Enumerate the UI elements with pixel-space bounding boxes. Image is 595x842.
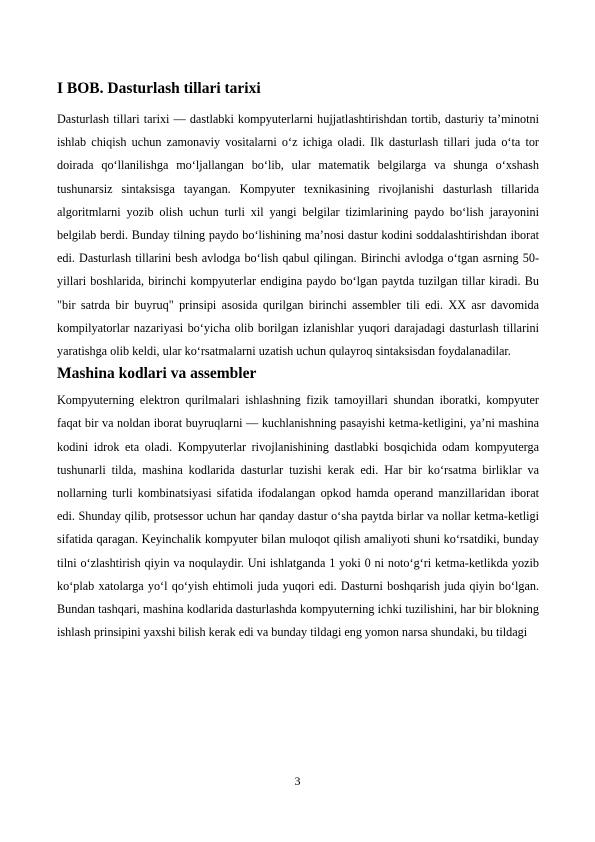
machine-code-paragraph: Kompyuterning elektron qurilmalari ishlashning fizik tamoyillari shundan iboratki, kompyuter faqat bir va noldan iborat buyruqlarni — kuchlanishning pasayishi ketma-ketligini, yaʼni mashina kodini idrok eta oladi. Kompyuterlar rivojlanishining dastlabki bosqichida odam kompyuterga tushunarli tilda, mashina kodlarida dasturlar tuzishi kerak edi. Har bir koʻrsatma birliklar va nollarning turli kombinatsiyasi sifatida ifodalangan opkod hamda operand manzillaridan iborat edi. Shunday qilib, protsessor uchun har qanday dastur oʻsha paytda birlar va nollar ketma-ketligi sifatida qaragan. Keyinchalik kompyuter bilan muloqot qilish amaliyoti shuni koʻrsatdiki, bunday tilni oʻzlashtirish qiyin va noqulaydir. Uni ishlatganda 1 yoki 0 ni notoʻgʻri ketma-ketlikda yozib koʻplab xatolarga yoʻl qoʻyish ehtimoli juda yuqori edi. Dasturni boshqarish juda qiyin boʻlgan. Bundan tashqari, mashina kodlarida dasturlashda kompyuterning ichki tuzilishini, har bir blokning ishlash prinsipini yaxshi bilish kerak edi va bunday tildagi eng yomon narsa shundaki, bu tildagi <box>57 393 539 640</box>
chapter-heading: I BOB. Dasturlash tillari tarixi <box>57 80 261 97</box>
document-page <box>57 78 539 644</box>
intro-paragraph: Dasturlash tillari tarixi — dastlabki kompyuterlarni hujjatlashtirishdan tortib, dasturiy taʼminotni ishlab chiqish uchun zamonaviy vositalarni oʻz ichiga oladi. Ilk dasturlash tillari juda oʻta tor doirada qoʻllanilishga moʻljallangan boʻlib, ular matematik belgilarga va shunga oʻxshash tushunarsiz sintaksisga tayangan. Kompyuter texnikasining rivojlanishi dasturlash tillarida algoritmlarni yozib olish uchun turli xil yangi belgilar tizimlarining paydo boʻlish jarayonini belgilab berdi. Bunday tilning paydo boʻlishining maʼnosi dastur kodini soddalashtirishdan iborat edi. Dasturlash tillarini besh avlodga boʻlish qabul qilingan. Birinchi avlodga oʻtgan asrning 50-yillari boshlarida, birinchi kompyuterlar endigina paydo boʻlgan paytda tuzilgan tillar kiradi. Bu "bir satrda bir buyruq" prinsipi asosida qurilgan birinchi assembler tili edi. XX asr davomida kompilyatorlar nazariyasi boʻyicha olib borilgan izlanishlar yuqori darajadagi dasturlash tillarini yaratishga olib keldi, ular koʻrsatmalarni uzatish uchun qulayroq sintaksisdan foydalanadilar. <box>57 112 539 359</box>
section-heading: Mashina kodlari va assembler <box>57 365 257 383</box>
page-number: 3 <box>294 774 301 788</box>
